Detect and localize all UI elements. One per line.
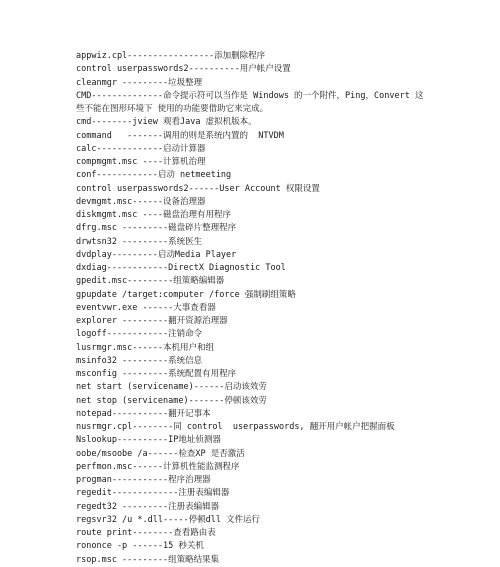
text-line: logoff------------注销命令 bbox=[76, 329, 203, 340]
text-line: notepad-----------翻开记事本 bbox=[76, 408, 211, 419]
text-line: progman-----------程序治理器 bbox=[76, 475, 211, 485]
text-line: diskmgmt.msc ----磁盘治理有用程序 bbox=[76, 210, 231, 220]
text-line: dfrg.msc ---------磁盘碎片整理程序 bbox=[76, 223, 237, 234]
text-line: conf------------启动 netmeeting bbox=[76, 170, 232, 181]
text-line: gpupdate /target:computer /force 强制刷组策略 bbox=[76, 289, 296, 300]
text-line: dxdiag------------DirectX Diagnostic Tool bbox=[76, 263, 286, 273]
text-line: control userpasswords2----------用户帐户设置 bbox=[76, 64, 291, 75]
text-line: msconfig ---------系统配置有用程序 bbox=[76, 369, 237, 379]
text-line: route print--------查看路由表 bbox=[76, 528, 216, 538]
command-list bbox=[76, 50, 426, 567]
text-line: net stop (servicename)-------停顿该效劳 bbox=[76, 395, 267, 406]
text-line: net start (servicename)------启动该效劳 bbox=[76, 382, 267, 393]
text-line: dvdplay---------启动Media Player bbox=[76, 249, 237, 260]
text-line: appwiz.cpl-----------------添加删除程序 bbox=[76, 51, 266, 61]
text-line: cmd--------jview 观看Java 虚拟机版本。 bbox=[76, 117, 257, 128]
text-line: compmgmt.msc ----计算机治理 bbox=[76, 157, 206, 167]
text-line: Nslookup----------IP地址侦测器 bbox=[76, 435, 221, 446]
text-line: explorer ---------翻开资源治理器 bbox=[76, 316, 228, 326]
text-line: eventvwr.exe ------大事查看器 bbox=[76, 302, 216, 313]
text-line: regedit-------------注册表编辑器 bbox=[76, 488, 230, 499]
text-line: calc-------------启动计算器 bbox=[76, 143, 206, 154]
text-line: CMD--------------命令提示符可以当作是 Windows 的一个附件，Ping，Convert 这些不能在图形环境下 使用的功能要借助它来完成。 bbox=[76, 90, 424, 114]
text-line: control userpasswords2------User Account 权限设置 bbox=[76, 183, 320, 194]
text-line: regsvr32 /u *.dll-----停顿dll 文件运行 bbox=[76, 514, 261, 525]
text-line: nusrmgr.cpl--------同 control userpasswords, 翻开用户帐户把握面板 bbox=[76, 422, 395, 432]
text-line: rsop.msc ---------组策略结果集 bbox=[76, 554, 220, 565]
text-line: drwtsn32 ---------系统医生 bbox=[76, 236, 203, 247]
text-line: devmgmt.msc------设备治理器 bbox=[76, 196, 206, 207]
text-line: lusrmgr.msc------本机用户和组 bbox=[76, 342, 214, 353]
text-line: rononce -p ------15 秒关机 bbox=[76, 541, 204, 552]
text-line: gpedit.msc---------组策略编辑器 bbox=[76, 276, 225, 287]
text-line: regedt32 ---------注册表编辑器 bbox=[76, 501, 220, 512]
text-line: perfmon.msc------计算机性能监测程序 bbox=[76, 461, 240, 472]
text-line: command -------调用的则是系统内置的 NTVDM bbox=[76, 130, 284, 141]
text-line: msinfo32 ---------系统信息 bbox=[76, 355, 203, 366]
text-line: oobe/msoobe /a------检查XP 是否激活 bbox=[76, 448, 245, 459]
text-line: cleanmgr ---------垃圾整理 bbox=[76, 77, 203, 88]
